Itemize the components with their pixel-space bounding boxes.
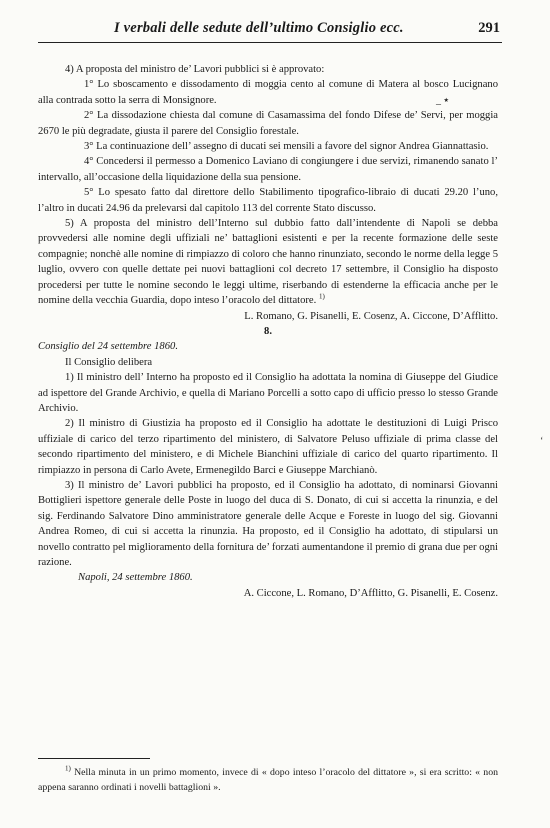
margin-mark: _ ٭ xyxy=(436,95,449,106)
place-date-text: Napoli, 24 settembre 1860. xyxy=(78,572,193,584)
item-3: 3° La continuazione dell’ assegno di ducati sei mensili a favore del signor Andrea Giannattasio. xyxy=(84,141,489,153)
signatures-top: L. Romano, G. Pisanelli, E. Cosenz, A. Ciccone, D’Afflitto. xyxy=(244,310,498,322)
main-text xyxy=(38,62,498,601)
footnote xyxy=(38,766,498,795)
place-date xyxy=(38,570,498,585)
signatures-bottom: A. Ciccone, L. Romano, D’Afflitto, G. Pisanelli, E. Cosenz. xyxy=(243,587,498,599)
paragraph-5-text: 5) A proposta del ministro dell’Interno sul dubbio fatto dall’intendente di Napoli se debba provvedersi alle nomine degli uffiziali ne’ battaglioni esistenti e per la recente formazione delle seste compagnie; nonchè alle nomine di rimpiazzo di coloro che hanno rinunziato, secondo le norme della legge 5 luglio, ovvero con quelle dettate pei nuovi battaglioni col decreto 17 settembre, il Consiglio ha disposto procedersi per tutte le nomine secondo le leggi ultime, riserbando di estenderne la efficacia anche per le nomine della vecchia Guardia, dopo inteso l’oracolo del dittatore. xyxy=(38,218,498,307)
edge-mark: ‘ xyxy=(540,436,544,447)
deliberation-2: 2) Il ministro di Giustizia ha proposto ed il Consiglio ha adottate le destituzioni di Luigi Prisco uffiziale di carico del terzo ripartimento del ministero, di Salvatore Peluso uffiziale di prima classe del secondo ripartimento del ministero, e di Michele Bianchini uffiziale di carico del quarto ripartimento. Il rimpiazzo in persona di Carlo Avete, Ermenegildo Barci e Giuseppe Marchianò. xyxy=(38,418,498,476)
footnote-text: Nella minuta in un primo momento, invece di « dopo inteso l’oracolo del dittatore », si era scritto: « non appena saranno ordinati i novelli battaglioni ». xyxy=(38,767,499,793)
footnote-ref: 1) xyxy=(318,292,325,301)
item-4: 4° Concedersi il permesso a Domenico Laviano di congiungere i due servizi, rimanendo sanato l’ intervallo, all’occasione della liquidazione della sua pensione. xyxy=(38,156,498,183)
paragraph-4: 4) A proposta del ministro de’ Lavori pubblici si è approvato: xyxy=(65,64,325,75)
deliberation-intro: Il Consiglio delibera xyxy=(65,356,153,368)
item-2: 2° La dissodazione chiesta dal comune di Casamassima del fondo Difese de’ Servi, per moggia 2670 le più degradate, giusta il parere del Consiglio forestale. xyxy=(38,110,498,137)
item-1: 1° Lo sboscamento e dissodamento di moggia cento al comune di Matera al bosco Lucignano alla contrada sotto la serra di Monsignore. xyxy=(38,79,498,106)
paragraph-5 xyxy=(38,216,498,308)
footnote-rule xyxy=(38,758,150,759)
deliberation-3: 3) Il ministro de’ Lavori pubblici ha proposto, ed il Consiglio ha adottato, di nominarsi Giovanni Bottiglieri ispettore generale delle Poste in luogo del duca di S. Donato, di cui si accetta la rinunzia, e del sig. Ferdinando Salvatore Dino amministratore generale delle Acque e Foreste in luogo del sig. Giovanni Andrea Romeo, di cui si accetta la rinunzia. Ha proposto, ed il Consiglio ha adottato, di stipularsi un novello contratto pel miglioramento della fornitura de’ forzati aumentandone il premio di grana due per ogni razione. xyxy=(38,479,498,568)
item-5: 5° Lo spesato fatto dal direttore dello Stabilimento tipografico-libraio di ducati 29.20 l’uno, l’altro in ducati 24.96 da prelevarsi dal capitolo 113 del corrente Stato discusso. xyxy=(38,187,498,214)
page-number: 291 xyxy=(478,20,500,36)
footnote-marker: 1) xyxy=(65,764,71,773)
running-header xyxy=(38,18,502,43)
section-number: 8. xyxy=(264,325,272,337)
header-title: I verbali delle sedute dell’ultimo Consiglio ecc. xyxy=(114,20,404,36)
deliberation-1: 1) Il ministro dell’ Interno ha proposto ed il Consiglio ha adottata la nomina di Giuseppe del Giudice ad ispettore del Grande Archivio, e quella di Mariano Porcelli a sotto capo di ufficio presso lo stesso Grande Archivio. xyxy=(38,372,498,414)
session-date: Consiglio del 24 settembre 1860. xyxy=(38,341,178,353)
